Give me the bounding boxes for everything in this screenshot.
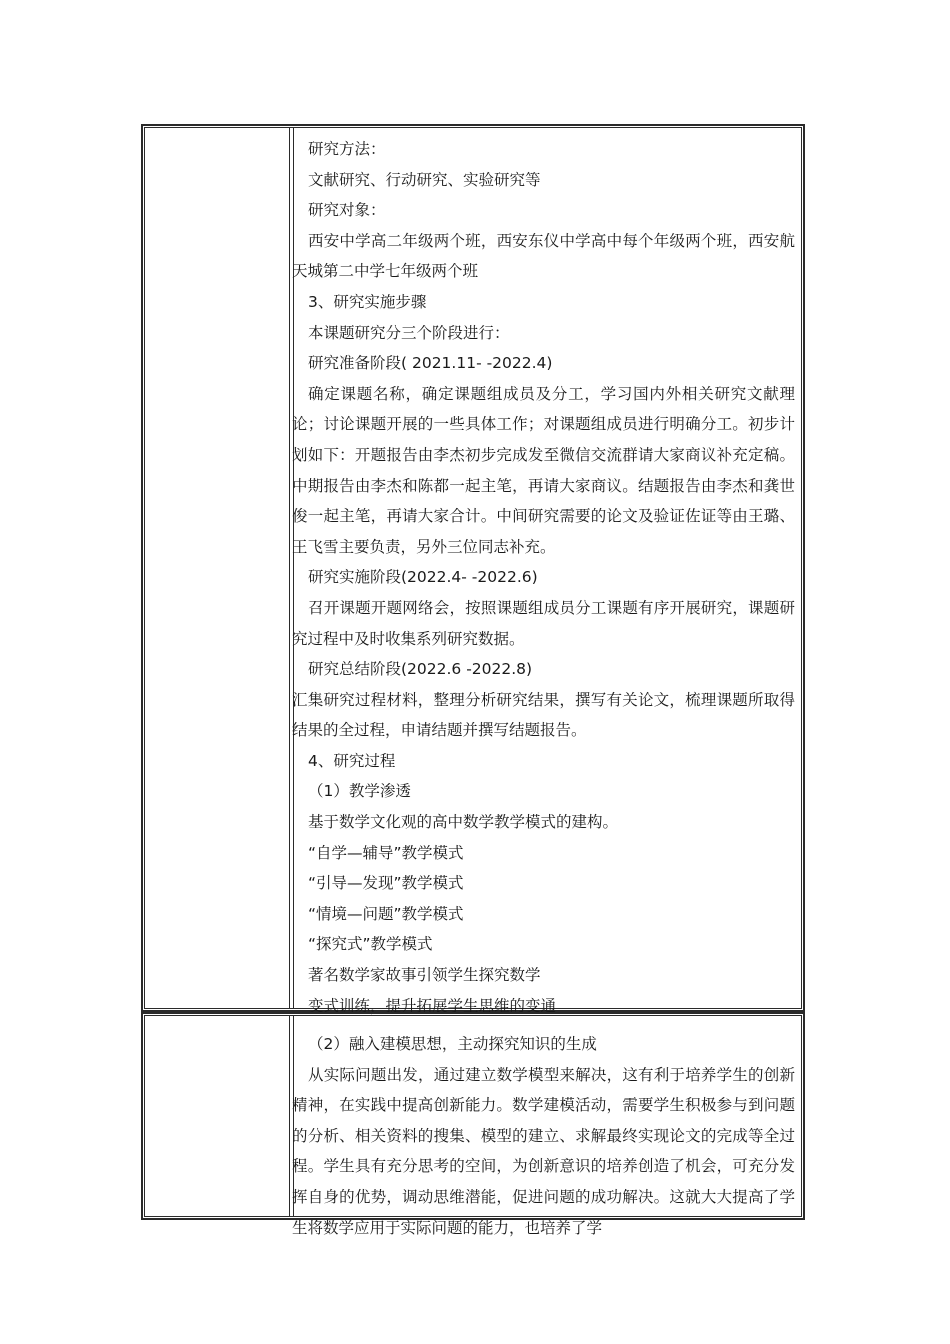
paragraph: “探究式”教学模式	[308, 935, 433, 954]
report-table-part-2	[141, 1012, 805, 1237]
paragraph: “自学—辅导”教学模式	[308, 843, 464, 862]
paragraph: 西安中学高二年级两个班，西安东仪中学高中每个年级两个班，西安航天城第二中学七年级两个班	[292, 231, 795, 281]
paragraph: 确定课题名称，确定课题组成员及分工，学习国内外相关研究文献理论；讨论课题开展的一些具体工作；对课题组成员进行明确分工。初步计划如下：开题报告由李杰初步完成发至微信交流群请大家商议补充定稿。中期报告由李杰和陈都一起主笔，再请大家商议。结题报告由李杰和龚世俊一起主笔，再请大家合计。中间研究需要的论文及验证佐证等由王璐、王飞雪主要负责，另外三位同志补充。	[292, 384, 795, 556]
paragraph: （1）教学渗透	[308, 782, 411, 801]
paragraph: 研究实施阶段(2022.4- -2022.6)	[308, 568, 538, 587]
label-cell	[145, 1016, 289, 1216]
paragraph: 4、研究过程	[308, 751, 396, 770]
content-cell	[292, 1029, 795, 1243]
paragraph: 著名数学家故事引领学生探究数学	[308, 966, 541, 985]
paragraph: 研究总结阶段(2022.6 -2022.8)	[308, 660, 533, 679]
paragraph: 从实际问题出发，通过建立数学模型来解决，这有利于培养学生的创新精神，在实践中提高创新能力。数学建模活动，需要学生积极参与到问题的分析、相关资料的搜集、模型的建立、求解最终实现论文的完成等全过程。学生具有充分思考的空间，为创新意识的培养创造了机会，可充分发挥自身的优势，调动思维潜能，促进问题的成功解决。这就大大提高了学生将数学应用于实际问题的能力，也培养了学	[292, 1065, 795, 1237]
report-table-part-1	[141, 124, 805, 1015]
paragraph: 研究对象：	[308, 201, 386, 220]
paragraph: （2）融入建模思想，主动探究知识的生成	[308, 1035, 597, 1053]
paragraph: 本课题研究分三个阶段进行：	[308, 323, 510, 342]
paragraph: “引导—发现”教学模式	[308, 874, 464, 893]
paragraph: 汇集研究过程材料，整理分析研究结果，撰写有关论文，梳理课题所取得结果的全过程，申请结题并撰写结题报告。	[292, 690, 795, 740]
table-inner-border	[144, 1015, 802, 1237]
paragraph: 变式训练，提升拓展学生思维的变通	[308, 996, 557, 1015]
paragraph: 召开课题开题网络会，按照课题组成员分工课题有序开展研究，课题研究过程中及时收集系列研究数据。	[292, 598, 795, 648]
paragraph: 文献研究、行动研究、实验研究等	[308, 170, 541, 189]
paragraph: 研究方法：	[308, 140, 386, 158]
table-inner-border	[144, 127, 802, 1015]
paragraph: 3、研究实施步骤	[308, 292, 427, 311]
paragraph: 基于数学文化观的高中数学教学模式的建构。	[308, 813, 619, 832]
paragraph: “情境—问题”教学模式	[308, 904, 464, 923]
paragraph: 研究准备阶段( 2021.11- -2022.4)	[308, 354, 553, 373]
content-cell	[292, 134, 795, 1021]
label-cell	[145, 128, 289, 1008]
